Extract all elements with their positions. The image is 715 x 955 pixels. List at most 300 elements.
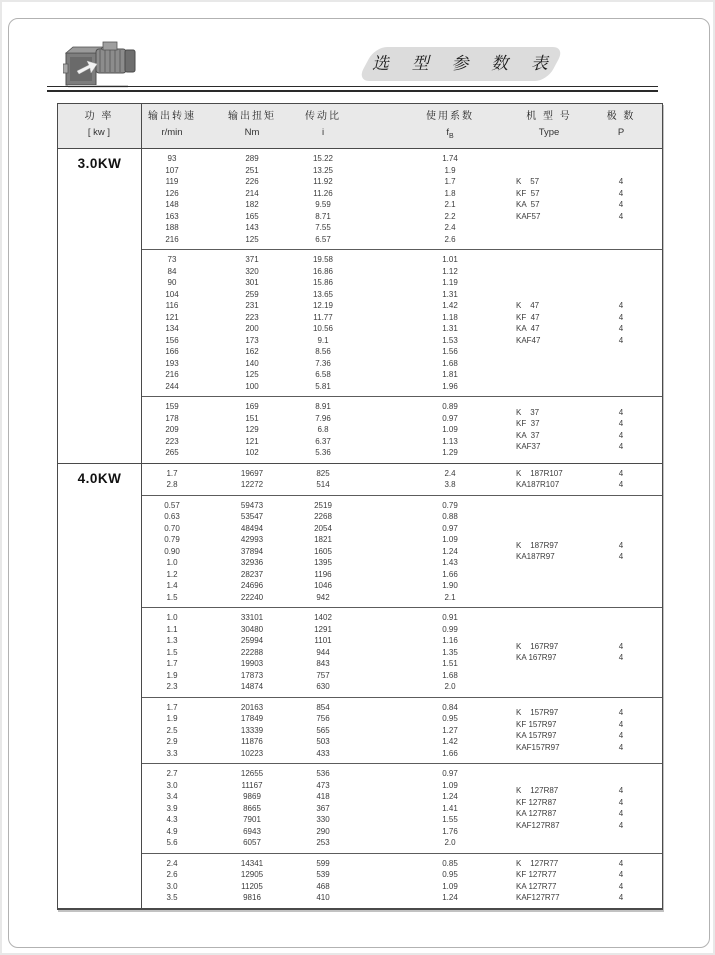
service-factor-cell: 0.88 (442, 512, 458, 521)
service-factor-cell: 1.68 (442, 358, 458, 368)
block-list (141, 464, 662, 908)
ratio-cell: 1402 (314, 613, 332, 622)
type-row (516, 312, 641, 324)
service-factor-cell: 1.09 (442, 425, 458, 434)
service-factor-cell: 1.16 (442, 636, 458, 645)
service-factor-cell: 1.8 (444, 188, 456, 198)
header-type: 机 型 号 Type (526, 111, 572, 138)
speed-cell: 188 (165, 223, 179, 232)
speed-cell: 193 (165, 358, 179, 368)
torque-cell: 143 (245, 223, 259, 232)
speed-cell: 0.79 (164, 535, 180, 544)
torque-cell: 22288 (240, 647, 264, 657)
ratio-cell: 1395 (314, 558, 332, 567)
speed-cell: 126 (165, 188, 179, 198)
service-factor-cell: 1.41 (442, 803, 458, 813)
service-factor-cell: 1.19 (442, 278, 458, 287)
poles-value: 4 (618, 809, 624, 819)
torque-cell: 42993 (240, 535, 264, 544)
ratio-cell: 12.19 (312, 301, 334, 310)
torque-cell: 13339 (240, 725, 264, 735)
poles-value: 4 (618, 870, 624, 879)
ratio-cell: 630 (316, 682, 330, 691)
ratio-cell: 539 (316, 870, 330, 879)
type-row (516, 858, 641, 870)
ratio-cell: 854 (316, 702, 330, 712)
ratio-cell: 8.91 (315, 402, 331, 411)
header-output-torque: 输出扭矩 Nm (228, 111, 276, 138)
ratio-cell: 7.36 (315, 358, 331, 368)
speed-cell: 216 (165, 234, 179, 244)
type-name: K 187R107 (516, 468, 563, 478)
torque-cell: 30480 (240, 624, 264, 634)
header-poles: 极 数 P (606, 111, 636, 138)
torque-cell: 32936 (240, 558, 264, 567)
speed-cell: 1.0 (166, 613, 178, 622)
service-factor-cell: 1.12 (442, 266, 458, 276)
torque-cell: 371 (245, 255, 259, 264)
ratio-cell: 13.65 (312, 289, 334, 299)
torque-cell: 8665 (243, 803, 261, 813)
service-factor-cell: 0.89 (442, 402, 458, 411)
ratio-cell: 1196 (314, 569, 332, 579)
type-name: KF 127R77 (516, 870, 557, 879)
poles-value: 4 (618, 858, 624, 868)
service-factor-cell: 1.53 (442, 335, 458, 345)
block-list (141, 149, 662, 463)
poles-value: 4 (618, 480, 624, 489)
type-name: K 167R97 (516, 641, 559, 651)
torque-cell: 200 (245, 324, 259, 333)
poles-value: 4 (618, 797, 624, 807)
speed-cell: 166 (165, 347, 179, 356)
ratio-cell: 11.92 (313, 177, 333, 186)
header-rule (47, 86, 658, 92)
type-name: KF 47 (516, 312, 540, 322)
service-factor-cell: 3.8 (444, 480, 456, 489)
service-factor-cell: 1.66 (442, 748, 458, 758)
service-factor-cell: 0.85 (442, 858, 458, 868)
torque-cell: 12272 (240, 480, 264, 489)
type-row (516, 892, 641, 904)
torque-cell: 182 (245, 200, 259, 209)
torque-cell: 20163 (240, 702, 264, 712)
torque-cell: 165 (245, 211, 259, 221)
torque-cell: 102 (245, 448, 259, 457)
type-row (516, 407, 641, 419)
service-factor-cell: 1.74 (442, 154, 458, 163)
service-factor-cell: 2.2 (444, 211, 456, 221)
torque-cell: 100 (245, 381, 259, 391)
speed-cell: 159 (165, 402, 179, 411)
torque-cell: 11167 (241, 780, 263, 790)
ratio-cell: 10.56 (312, 324, 334, 333)
ratio-cell: 1046 (314, 581, 332, 590)
type-list (516, 250, 641, 396)
type-row (516, 468, 641, 480)
ratio-cell: 15.22 (312, 154, 334, 163)
ratio-cell: 11.26 (313, 188, 333, 198)
ratio-cell: 5.36 (315, 448, 331, 457)
type-row (516, 176, 641, 188)
service-factor-cell: 1.96 (442, 381, 458, 391)
service-factor-cell: 1.24 (442, 893, 458, 902)
service-factor-cell: 1.09 (442, 780, 458, 790)
data-block (141, 853, 662, 908)
service-factor-cell: 1.27 (442, 725, 458, 735)
power-group (58, 463, 662, 908)
service-factor-cell: 1.7 (444, 177, 456, 186)
type-name: KA187R107 (516, 480, 560, 489)
service-factor-cell: 1.81 (442, 370, 458, 379)
ratio-cell: 757 (316, 670, 330, 680)
torque-cell: 214 (245, 188, 259, 198)
torque-cell: 59473 (240, 500, 264, 510)
type-row (516, 742, 641, 754)
ratio-cell: 843 (316, 659, 330, 668)
header-service-factor: 使用系数 $f_B$ (426, 111, 474, 140)
type-list (516, 698, 641, 764)
ratio-cell: 8.71 (315, 211, 331, 221)
type-name: KF 57 (516, 188, 540, 198)
type-list (516, 854, 641, 908)
torque-cell: 24696 (240, 581, 264, 590)
speed-cell: 93 (167, 154, 177, 163)
data-block (141, 495, 662, 608)
poles-value: 4 (618, 820, 624, 830)
speed-cell: 163 (165, 211, 179, 221)
service-factor-cell: 1.31 (442, 289, 458, 299)
type-name: KA 127R77 (516, 881, 557, 891)
selection-parameter-table (57, 103, 663, 910)
ratio-cell: 7.55 (315, 223, 331, 232)
type-name: KAF37 (516, 442, 541, 452)
torque-cell: 140 (245, 358, 259, 368)
ratio-cell: 1605 (314, 546, 332, 556)
service-factor-cell: 1.76 (442, 826, 458, 836)
torque-cell: 14341 (240, 858, 264, 868)
ratio-cell: 13.25 (312, 165, 334, 175)
torque-cell: 169 (245, 402, 259, 411)
torque-cell: 320 (245, 266, 259, 276)
speed-cell: 104 (165, 289, 179, 299)
torque-cell: 231 (245, 301, 259, 310)
power-label: 4.0KW (77, 470, 122, 486)
service-factor-cell: 1.09 (442, 881, 458, 891)
ratio-cell: 8.56 (315, 347, 331, 356)
torque-cell: 19697 (240, 468, 264, 478)
type-row (516, 323, 641, 335)
torque-cell: 173 (245, 335, 259, 345)
speed-cell: 223 (165, 436, 179, 446)
type-name: K 47 (516, 301, 540, 310)
service-factor-cell: 1.18 (442, 312, 458, 322)
torque-cell: 162 (245, 347, 259, 356)
poles-value: 4 (618, 177, 624, 186)
service-factor-cell: 0.91 (442, 613, 458, 622)
service-factor-cell: 2.4 (444, 468, 456, 478)
speed-cell: 0.57 (164, 500, 180, 510)
torque-cell: 48494 (240, 523, 264, 533)
torque-cell: 301 (245, 278, 259, 287)
torque-cell: 10223 (240, 748, 264, 758)
speed-cell: 2.5 (166, 725, 178, 735)
type-list (516, 608, 641, 697)
torque-cell: 151 (245, 413, 259, 423)
speed-cell: 156 (165, 335, 179, 345)
speed-cell: 2.8 (166, 480, 178, 489)
speed-cell: 84 (167, 266, 177, 276)
poles-value: 4 (618, 540, 624, 550)
speed-cell: 1.4 (166, 581, 178, 590)
speed-cell: 3.9 (166, 803, 178, 813)
power-label: 3.0KW (77, 156, 122, 171)
type-name: KA 157R97 (516, 731, 557, 741)
type-row (516, 551, 641, 563)
data-block (141, 763, 662, 853)
service-factor-cell: 1.24 (442, 546, 458, 556)
type-row (516, 199, 641, 211)
speed-cell: 209 (165, 425, 179, 434)
ratio-cell: 19.58 (312, 255, 334, 264)
poles-value: 4 (618, 324, 624, 333)
service-factor-cell: 0.95 (442, 714, 458, 723)
speed-cell: 2.6 (166, 870, 178, 879)
speed-cell: 1.7 (166, 468, 178, 478)
torque-cell: 11205 (241, 881, 263, 891)
service-factor-cell: 2.6 (444, 234, 456, 244)
service-factor-cell: 1.29 (442, 448, 458, 457)
service-factor-cell: 2.1 (444, 592, 456, 602)
torque-cell: 37894 (240, 546, 264, 556)
service-factor-cell: 0.84 (442, 702, 458, 712)
type-row (516, 441, 641, 453)
service-factor-cell: 1.13 (442, 436, 458, 446)
ratio-cell: 15.86 (312, 278, 334, 287)
type-name: KA 47 (516, 324, 540, 333)
poles-value: 4 (618, 893, 624, 902)
poles-value: 4 (618, 211, 624, 221)
torque-cell: 6057 (243, 838, 261, 847)
speed-cell: 2.9 (166, 737, 178, 746)
type-row (516, 797, 641, 809)
ratio-cell: 2519 (314, 500, 332, 510)
ratio-cell: 330 (316, 815, 330, 824)
ratio-cell: 11.77 (313, 312, 333, 322)
data-block (141, 149, 662, 249)
speed-cell: 148 (165, 200, 179, 209)
torque-cell: 22240 (240, 592, 264, 602)
ratio-cell: 433 (316, 748, 330, 758)
service-factor-cell: 1.51 (442, 659, 458, 668)
speed-cell: 73 (167, 255, 177, 264)
type-name: KF 37 (516, 419, 540, 429)
speed-cell: 134 (165, 324, 179, 333)
type-row (516, 869, 641, 881)
ratio-cell: 16.86 (312, 266, 334, 276)
poles-value: 4 (618, 188, 624, 198)
speed-cell: 4.3 (166, 815, 178, 824)
type-name: KAF57 (516, 211, 541, 221)
ratio-cell: 473 (316, 780, 330, 790)
ratio-cell: 1101 (314, 636, 332, 645)
torque-cell: 17849 (240, 714, 264, 723)
type-name: KA 167R97 (516, 653, 557, 663)
service-factor-cell: 1.09 (442, 535, 458, 544)
speed-cell: 1.5 (166, 592, 178, 602)
ratio-cell: 253 (316, 838, 330, 847)
service-factor-cell: 0.97 (442, 413, 458, 423)
speed-cell: 265 (165, 448, 179, 457)
service-factor-cell: 2.0 (444, 682, 456, 691)
type-row (516, 730, 641, 742)
type-name: KAF157R97 (516, 742, 560, 752)
service-factor-cell: 1.66 (442, 569, 458, 579)
torque-cell: 125 (245, 234, 259, 244)
service-factor-cell: 1.35 (442, 647, 458, 657)
service-factor-cell: 2.0 (444, 838, 456, 847)
speed-cell: 244 (165, 381, 179, 391)
speed-cell: 216 (165, 370, 179, 379)
poles-value: 4 (618, 407, 624, 417)
poles-value: 4 (618, 312, 624, 322)
type-list (516, 764, 641, 853)
poles-value: 4 (618, 335, 624, 345)
speed-cell: 1.5 (166, 647, 178, 657)
header-power: 功 率 [ kw ] (84, 111, 114, 138)
type-name: KF 157R97 (516, 719, 557, 729)
speed-cell: 0.90 (164, 546, 180, 556)
type-name: K 127R77 (516, 858, 559, 868)
power-group (58, 149, 662, 463)
service-factor-cell: 1.01 (442, 255, 458, 264)
type-name: K 37 (516, 407, 540, 417)
ratio-cell: 942 (316, 592, 330, 602)
service-factor-cell: 1.42 (442, 737, 458, 746)
data-block (141, 249, 662, 396)
type-name: KAF127R87 (516, 820, 560, 830)
type-name: KF 127R87 (516, 797, 557, 807)
speed-cell: 3.5 (166, 893, 178, 902)
poles-value: 4 (618, 719, 624, 729)
type-list (516, 464, 641, 495)
torque-cell: 25994 (240, 636, 264, 645)
type-row (516, 335, 641, 347)
speed-cell: 1.0 (166, 558, 178, 567)
poles-value: 4 (618, 442, 624, 452)
ratio-cell: 825 (316, 468, 330, 478)
title-banner (366, 47, 556, 81)
speed-cell: 178 (165, 413, 179, 423)
poles-value: 4 (618, 301, 624, 310)
type-name: KAF127R77 (516, 893, 560, 902)
data-block (141, 464, 662, 495)
poles-value: 4 (618, 552, 624, 562)
speed-cell: 121 (165, 312, 179, 322)
service-factor-cell: 1.68 (442, 670, 458, 680)
type-name: KA 57 (516, 200, 540, 209)
service-factor-cell: 0.95 (442, 870, 458, 879)
type-row (516, 479, 641, 491)
speed-cell: 1.2 (166, 569, 178, 579)
torque-cell: 121 (245, 436, 259, 446)
power-column-divider (141, 104, 142, 908)
torque-cell: 11876 (241, 737, 263, 746)
type-name: K 187R97 (516, 540, 559, 550)
header-output-speed: 输出转速 r/min (148, 111, 196, 138)
speed-cell: 0.63 (164, 512, 180, 521)
speed-cell: 1.3 (166, 636, 178, 645)
torque-cell: 19903 (240, 659, 264, 668)
poles-value: 4 (618, 653, 624, 663)
poles-value: 4 (618, 881, 624, 891)
ratio-cell: 5.81 (315, 381, 331, 391)
speed-cell: 1.9 (166, 714, 178, 723)
type-row (516, 540, 641, 552)
torque-cell: 12655 (240, 769, 264, 778)
type-row (516, 785, 641, 797)
type-row (516, 211, 641, 223)
service-factor-cell: 1.56 (442, 347, 458, 356)
torque-cell: 6943 (243, 826, 261, 836)
type-row (516, 719, 641, 731)
type-name: KAF47 (516, 335, 541, 345)
torque-cell: 53547 (240, 512, 264, 521)
ratio-cell: 756 (316, 714, 330, 723)
type-list (516, 149, 641, 249)
poles-value: 4 (618, 468, 624, 478)
poles-value: 4 (618, 419, 624, 429)
service-factor-cell: 1.42 (442, 301, 458, 310)
torque-cell: 223 (245, 312, 259, 322)
speed-cell: 90 (167, 278, 177, 287)
ratio-cell: 6.37 (315, 436, 331, 446)
torque-cell: 259 (245, 289, 259, 299)
speed-cell: 3.0 (166, 881, 178, 891)
poles-value: 4 (618, 708, 624, 718)
type-row (516, 820, 641, 832)
service-factor-cell: 1.31 (442, 324, 458, 333)
ratio-cell: 503 (316, 737, 330, 746)
poles-value: 4 (618, 786, 624, 796)
ratio-cell: 2268 (314, 512, 332, 521)
type-list (516, 397, 641, 463)
poles-value: 4 (618, 200, 624, 209)
ratio-cell: 536 (316, 769, 330, 778)
torque-cell: 9869 (243, 792, 261, 801)
ratio-cell: 1291 (314, 624, 332, 634)
ratio-cell: 514 (316, 480, 330, 489)
speed-cell: 3.0 (166, 780, 178, 790)
torque-cell: 12905 (240, 870, 264, 879)
type-name: K 57 (516, 177, 540, 186)
service-factor-cell: 2.1 (444, 200, 456, 209)
ratio-cell: 367 (316, 803, 330, 813)
type-name: KA 37 (516, 430, 540, 440)
speed-cell: 116 (165, 301, 179, 310)
service-factor-cell: 1.55 (442, 815, 458, 824)
page-title: 选 型 参 数 表 (372, 54, 557, 73)
service-factor-cell: 0.97 (442, 769, 458, 778)
speed-cell: 2.7 (166, 769, 178, 778)
ratio-cell: 6.8 (317, 425, 329, 434)
type-row (516, 652, 641, 664)
poles-value: 4 (618, 641, 624, 651)
poles-value: 4 (618, 742, 624, 752)
type-name: K 157R97 (516, 708, 559, 718)
table-header (58, 104, 662, 149)
speed-cell: 0.70 (164, 523, 180, 533)
